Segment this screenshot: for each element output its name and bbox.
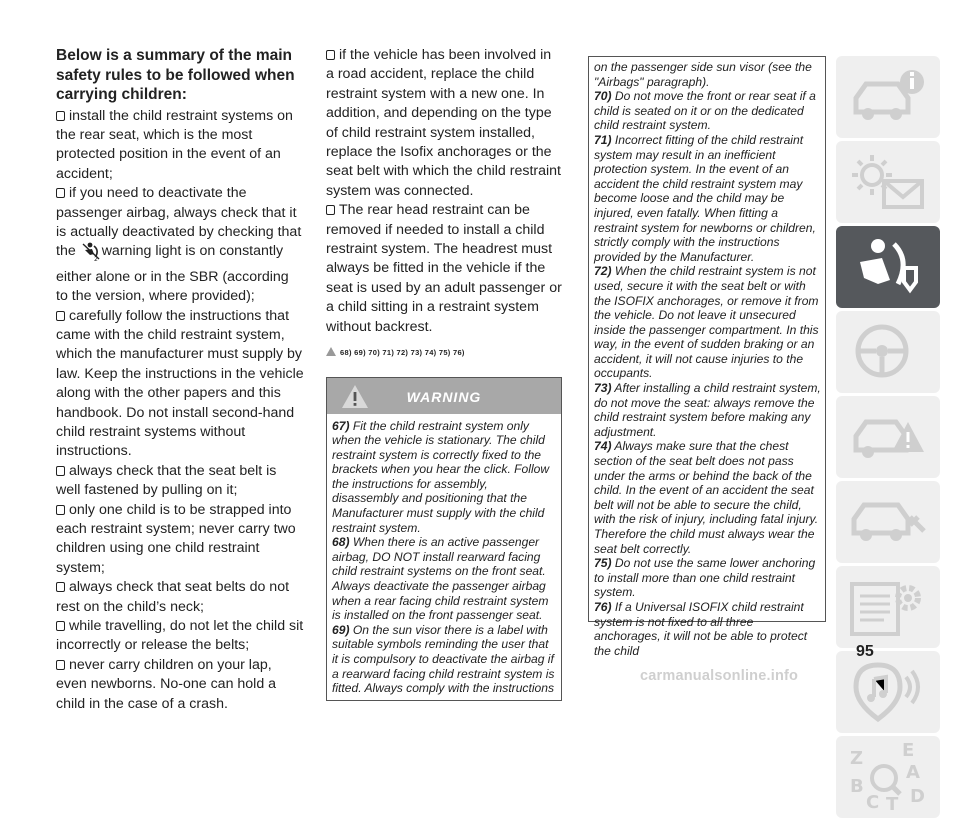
- chapter-tabs: [836, 56, 940, 821]
- tab-multimedia[interactable]: [836, 651, 940, 733]
- warning-note: 67) Fit the child restraint system only when the vehicle is stationary. The child restraint system is correctly fixed to the brackets when you hear the click. Follow the instructions for assembly, disassembly and positioning that the Manufacturer must supply with the child restraint system.: [332, 418, 550, 535]
- index-letter: Z: [850, 748, 864, 769]
- safety-airbag-icon: [848, 232, 928, 302]
- section-heading: Below is a summary of the main safety rules to be followed when carrying children:: [56, 47, 295, 103]
- page-number: 95: [856, 643, 874, 660]
- bullet-icon: [56, 111, 65, 121]
- bullet-icon: [56, 466, 65, 476]
- column-3-warning-box: [588, 56, 826, 658]
- bullet-icon: [56, 582, 65, 592]
- warning-note: 70) Do not move the front or rear seat if a child is seated on it or on the dedicated child restraint system.: [594, 89, 816, 133]
- warning-note: 68) When there is an active passenger airbag, DO NOT install rearward facing child restraint systems on the front seat. Always deactivate the passenger airbag when a rear facing child restraint system is installed on the front passenger seat.: [332, 535, 549, 623]
- bullet-icon: [56, 621, 65, 631]
- tab-car-info[interactable]: [836, 56, 940, 138]
- tab-technical-data[interactable]: [836, 566, 940, 648]
- warning-note: 69) On the sun visor there is a label with suitable symbols reminding the user that it is compulsory to deactivate the airbag if a rearward facing child restraint system is fitted. Always comply with the instructions: [332, 622, 555, 696]
- bullet-icon: [326, 50, 335, 60]
- car-info-icon: [848, 62, 928, 132]
- index-letter: C: [866, 792, 880, 813]
- list-item: only one child is to be strapped into each restraint system; never carry two children using one child restraint system;: [56, 501, 296, 576]
- index-letter: B: [850, 776, 864, 797]
- list-item: if the vehicle has been involved in a road accident, replace the child restraint system with a new one. In addition, and depending on the type of child restraint system installed, replace the Isofix anchorages or the seat belt with which the child restraint system was connected.: [326, 47, 561, 199]
- list-item: The rear head restraint can be removed if needed to install a child restraint system. The headrest must always be fitted in the vehicle if the seat is used by an adult passenger or a child sitting in a restraint system without backrest.: [326, 202, 562, 335]
- warning-header: [327, 378, 561, 414]
- warning-body: [327, 414, 561, 700]
- list-item: carefully follow the instructions that came with the child restraint system, which the manufacturer must supply by law. Keep the instructions in the vehicle along with the other papers and this handbook. Do not install second-hand child restraint systems without instructions.: [56, 307, 304, 460]
- warning-box: [326, 377, 562, 701]
- tab-maintenance[interactable]: [836, 481, 940, 563]
- list-item: never carry children on your lap, even newborns. No-one can hold a child in the case of a crash.: [56, 656, 277, 712]
- warning-note: 76) If a Universal ISOFIX child restraint system is not fixed to all three anchorages, it will not be able to protect the child: [594, 599, 808, 658]
- lights-message-icon: [848, 147, 928, 217]
- warning-references: 68) 69) 70) 71) 72) 73) 74) 75) 76): [326, 343, 562, 362]
- list-item: if you need to deactivate the passenger airbag, always check that it is actually deactivated by checking that the 2 warning light is on constantly either alone or in the SBR (according to the version, where provided);: [56, 185, 302, 305]
- warning-title: WARNING: [406, 388, 482, 405]
- index-letter: D: [910, 786, 925, 807]
- column-1: [56, 46, 304, 714]
- warning-note: 74) Always make sure that the chest section of the seat belt does not pass under the arms or behind the back of the child. In the event of an accident the seat belt will not be able to secure the child, with the risk of injury, including fatal injury. Therefore the child must always wear the seat belt correctly.: [594, 439, 819, 556]
- steering-key-icon: [848, 317, 928, 387]
- tab-emergency[interactable]: [836, 396, 940, 478]
- warning-continuation: on the passenger side sun visor (see the "Airbags" paragraph).: [594, 60, 812, 89]
- warning-note: 75) Do not use the same lower anchoring to install more than one child restraint system.: [594, 556, 816, 600]
- passenger-airbag-off-icon: [81, 242, 101, 267]
- tab-lights-messages[interactable]: [836, 141, 940, 223]
- footer-watermark: carmanualsonline.info: [640, 668, 799, 684]
- index-letter: A: [906, 762, 920, 783]
- warning-note: 72) When the child restraint system is not used, secure it with the seat belt or with the ISOFIX anchorages, or remove it from the vehicle. Do not leave it unsecured inside the passenger compartment. In this way, in the event of sudden braking or an accident, it will not cause injuries to the occupants.: [594, 264, 819, 381]
- warning-note: 73) After installing a child restraint system, do not move the seat: always remove the child restraint system before making any adjustment.: [594, 381, 821, 439]
- list-item: while travelling, do not let the child sit incorrectly or release the belts;: [56, 618, 304, 654]
- column-2: [326, 46, 562, 701]
- warning-triangle-icon: [848, 402, 928, 472]
- magnifier-handle: [892, 786, 900, 794]
- bullet-icon: [56, 311, 65, 321]
- bullet-icon: [56, 505, 65, 515]
- index-letters-icon: [848, 742, 928, 814]
- index-letter: E: [902, 742, 915, 761]
- bullet-icon: [56, 660, 65, 670]
- bullet-icon: [326, 205, 335, 215]
- specs-gear-icon: [848, 572, 928, 642]
- car-service-icon: [848, 487, 928, 557]
- tab-safety[interactable]: [836, 226, 940, 308]
- warning-ref-icon: [326, 347, 336, 356]
- list-item: install the child restraint systems on the rear seat, which is the most protected position in the event of an accident;: [56, 107, 293, 182]
- bullet-icon: [56, 188, 65, 198]
- svg-text:2: 2: [93, 256, 98, 262]
- tab-index[interactable]: [836, 736, 940, 818]
- tab-starting-driving[interactable]: [836, 311, 940, 393]
- list-item: always check that seat belts do not rest on the child’s neck;: [56, 579, 290, 615]
- multimedia-icon: [848, 657, 928, 727]
- list-item: always check that the seat belt is well fastened by pulling on it;: [56, 462, 277, 499]
- index-letter: T: [886, 794, 899, 814]
- warning-note: 71) Incorrect fitting of the child restraint system may result in an inefficient protection system. In the event of an accident the child restraint system may become loose and the child may be injured, even fatally. When fitting a restraint system for newborns or children, strictly comply with the instructions provided by the Manufacturer.: [594, 132, 816, 264]
